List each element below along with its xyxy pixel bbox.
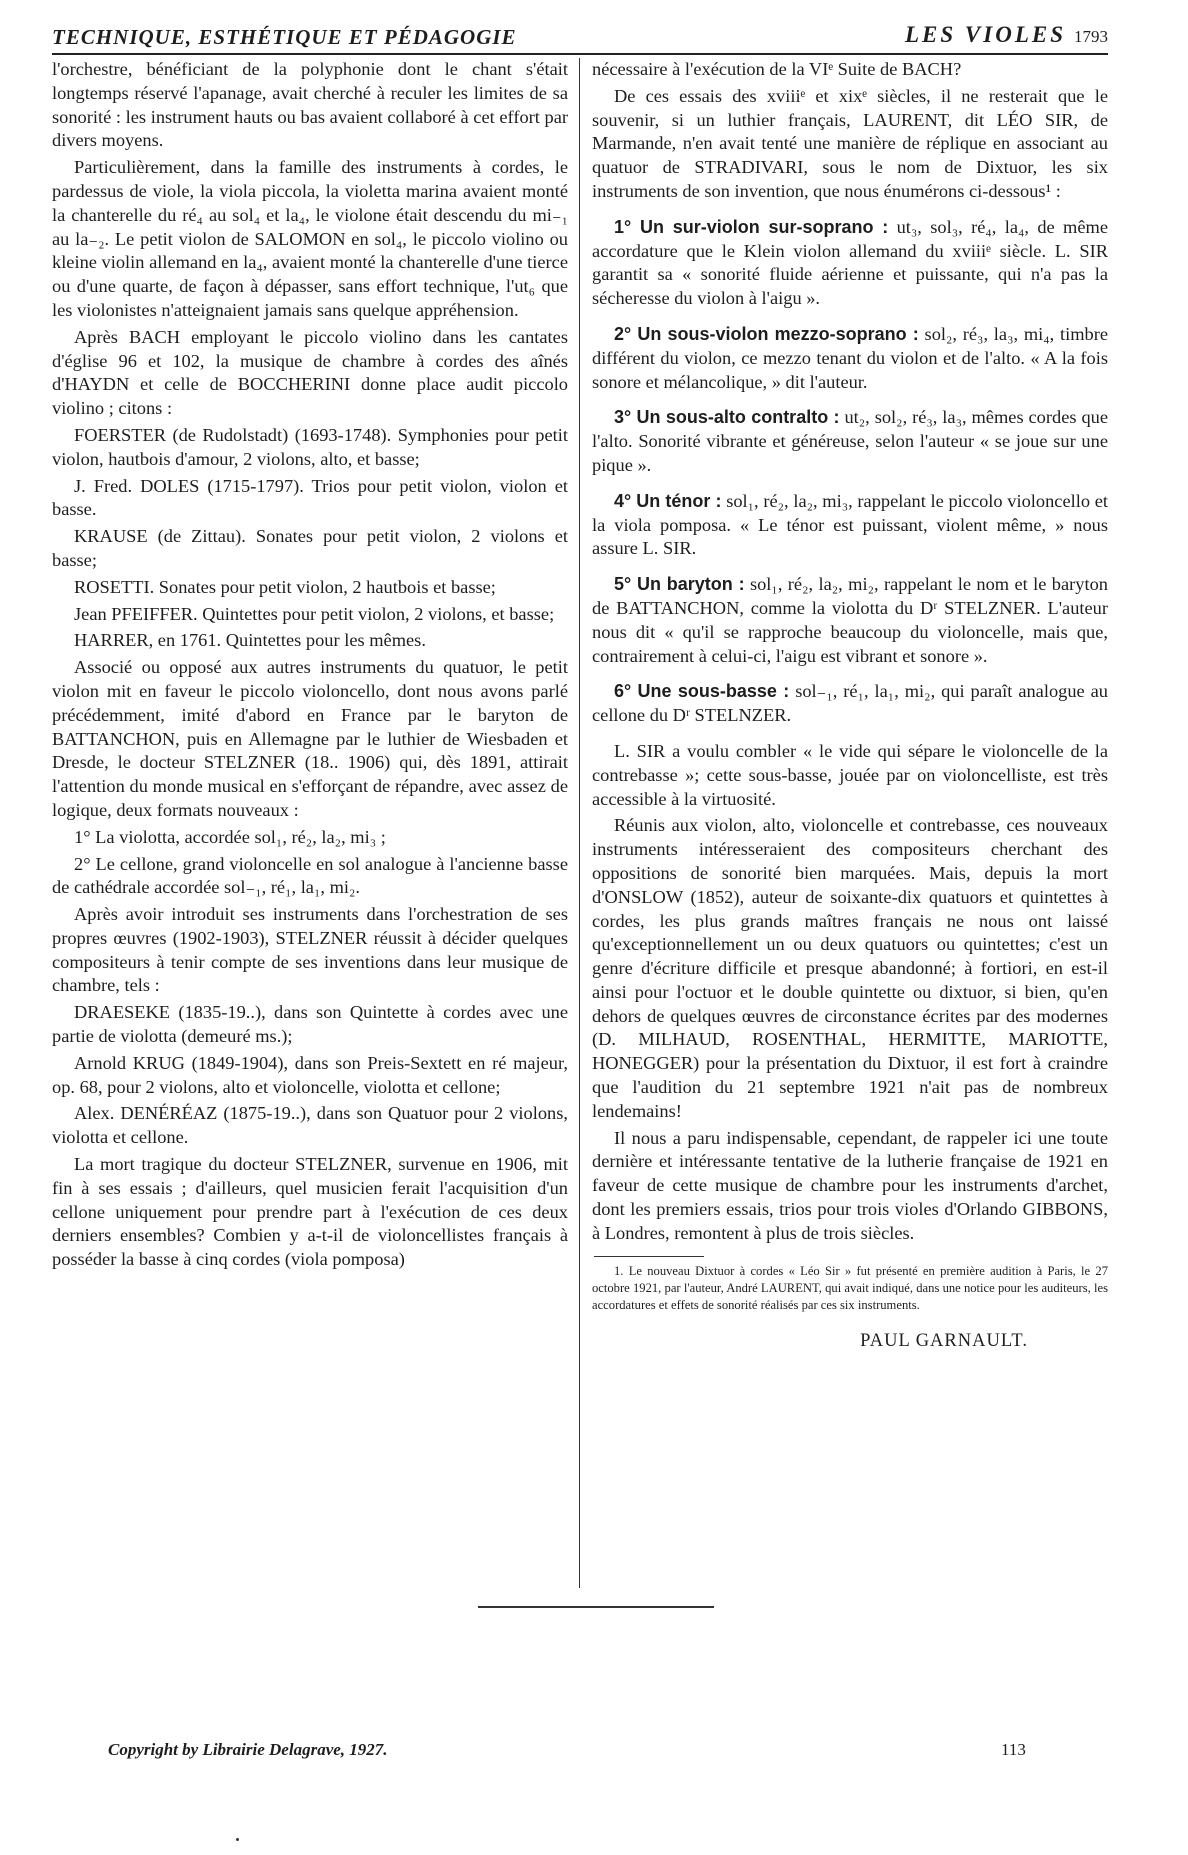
- footnote-rule: [594, 1256, 704, 1257]
- paragraph: FOERSTER (de Rudolstadt) (1693-1748). Symphonies pour petit violon, hautbois d'amour, 2 violons, alto, et basse;: [52, 424, 568, 469]
- paragraph: Alex. DENÉRÉAZ (1875-19..), dans son Quatuor pour 2 violons, violotta et cellone.: [52, 1103, 568, 1148]
- running-header: [52, 22, 1108, 52]
- instrument-item: [592, 573, 1108, 668]
- paragraph: 1° La violotta, accordée sol₁, ré₂, la₂, mi₃ ;: [74, 826, 386, 847]
- instrument-heading: 4° Un ténor :: [614, 490, 722, 511]
- header-rule: [52, 53, 1108, 55]
- right-column: [592, 58, 1108, 1353]
- paragraph: Jean PFEIFFER. Quintettes pour petit violon, 2 violons, et basse;: [74, 603, 555, 624]
- copyright-notice: Copyright by Librairie Delagrave, 1927.: [108, 1740, 388, 1759]
- paragraph: Particulièrement, dans la famille des instruments à cordes, le pardessus de viole, la viola piccola, la violetta marina avaient monté la chanterelle du ré₄ au sol₄ et la₄, le violone était descendu du mi₋₁ au la₋₂. Le petit violon de SALOMON en sol₄, le piccolo violino ou kleine violin allemand en la₄, avaient monté la chanterelle d'une tierce ou d'une quarte, de façon à dépasser, sans effort technique, l'ut₆ que les violonistes n'atteignaient jamais sans quelque appréhension.: [52, 157, 568, 320]
- left-column: [52, 58, 568, 1275]
- paragraph: nécessaire à l'exécution de la VIᵉ Suite de BACH?: [592, 59, 962, 79]
- print-speck: [236, 1838, 239, 1841]
- instrument-text: sol₁, ré₂, la₂, mi₂, rappelant le nom et le baryton de BATTANCHON, comme la violotta du Dʳ STELZNER. L'auteur nous dit « qu'il se rapproche beaucoup du violoncelle, mais que, contrairement à celui-ci, l'aigu est vibrant et sonore ».: [592, 574, 1108, 666]
- paragraph: Il nous a paru indispensable, cependant, de rappeler ici une toute dernière et intéressante tentative de la lutherie française de 1921 en faveur de cette musique de chambre pour les instruments d'archet, dont les premiers essais, trios pour trois violes d'Orlando GIBBONS, à Londres, remontent à plus de trois siècles.: [592, 1127, 1108, 1243]
- instrument-item: [592, 216, 1108, 311]
- paragraph: Après BACH employant le piccolo violino dans les cantates d'église 96 et 102, la musique de chambre à cordes des aînés d'HAYDN et celle de BOCCHERINI donne place audit piccolo violino ; citons :: [52, 326, 568, 419]
- paragraph: KRAUSE (de Zittau). Sonates pour petit violon, 2 violons et basse;: [52, 526, 568, 570]
- paragraph: La mort tragique du docteur STELZNER, survenue en 1906, mit fin à ses essais ; d'ailleurs, quel musicien ferait l'acquisition d'un cellone uniquement pour prendre part à l'exécution de ces deux derniers ensembles? Combien y a-t-il de violoncellistes français à posséder la basse à cinq cordes (viola pomposa): [52, 1154, 568, 1270]
- paragraph: Arnold KRUG (1849-1904), dans son Preis-Sextett en ré majeur, op. 68, pour 2 violons, alto et violoncelle, violotta et cellone;: [52, 1052, 568, 1097]
- header-right-text: LES VIOLES: [904, 22, 1066, 47]
- header-right-title: [905, 22, 1108, 48]
- header-left-title: TECHNIQUE, ESTHÉTIQUE ET PÉDAGOGIE: [52, 25, 517, 49]
- instrument-heading: 6° Une sous-basse :: [614, 681, 790, 702]
- paragraph: L. SIR a voulu combler « le vide qui sépare le violoncelle de la contrebasse »; cette sous-basse, jouée par on violoncelliste, est très accessible à la virtuosité.: [592, 740, 1108, 809]
- instrument-item: [592, 490, 1108, 561]
- instrument-heading: 3° Un sous-alto contralto :: [614, 407, 840, 428]
- paragraph: ROSETTI. Sonates pour petit violon, 2 hautbois et basse;: [74, 576, 496, 597]
- instrument-text: ut₃, sol₃, ré₄, la₄, de même accordature que le Klein violon allemand du xviiiᵉ siècle. L. SIR garantit sa « sonorité fluide aérienne et puissante, qui n'a pas la sécheresse du violon à l'aigu ».: [592, 216, 1108, 309]
- header-page-code: 1793: [1074, 27, 1108, 46]
- column-divider: [579, 58, 580, 1588]
- instrument-heading: 2° Un sous-violon mezzo-soprano :: [614, 323, 919, 344]
- instrument-item: [592, 323, 1108, 394]
- paragraph: Réunis aux violon, alto, violoncelle et contrebasse, ces nouveaux instruments intéresseraient des compositeurs cherchant des oppositions de sonorité bien marquées. Mais, depuis la mort d'ONSLOW (1852), auteur de soixante-dix quatuors et quintettes à cordes, les plus grands maîtres français ne nous ont laissé qu'exceptionnellement un ou deux quatuors ou quintettes; c'est un genre d'écriture difficile et presque abandonné; à fortiori, en est-il ainsi pour l'octuor et le double quintette ou dixtuor, si bien, qu'en dehors de quelques œuvres de circonstance écrites par des modernes (D. MILHAUD, ROSENTHAL, HERMITTE, MARIOTTE, HONEGGER) pour la présentation du Dixtuor, il est fort à craindre que l'audition du 21 septembre 1921 n'ait pas de nombreux lendemains!: [592, 815, 1108, 1121]
- paragraph: Après avoir introduit ses instruments dans l'orchestration de ses propres œuvres (1902-1903), STELZNER réussit à décider quelques compositeurs à tenir compte de ses inventions dans leur musique de chambre, tels :: [52, 904, 568, 996]
- instrument-item: [592, 680, 1108, 728]
- paragraph: J. Fred. DOLES (1715-1797). Trios pour petit violon, violon et basse.: [52, 475, 568, 520]
- paragraph: DRAESEKE (1835-19..), dans son Quintette à cordes avec une partie de violotta (demeuré ms.);: [52, 1002, 568, 1047]
- instrument-text: ut₂, sol₂, ré₃, la₃, mêmes cordes que l'alto. Sonorité vibrante et généreuse, selon l'auteur « se joue sur une pique ».: [592, 407, 1108, 475]
- instrument-item: [592, 406, 1108, 477]
- paragraph: HARRER, en 1761. Quintettes pour les mêmes.: [74, 630, 426, 651]
- instrument-text: sol₂, ré₃, la₃, mi₄, timbre différent du violon, ce mezzo tenant du violon et de l'alto. « A la fois sonore et mélancolique, » dit l'auteur.: [592, 323, 1108, 392]
- paragraph: Associé ou opposé aux autres instruments du quatuor, le petit violon mit en faveur le piccolo violoncello, dont nous avons parlé précédemment, imité d'abord en France par le baryton de BATTANCHON, puis en Allemagne par le luthier de Wiesbaden et Dresde, le docteur STELZNER (18.. 1906) qui, dès 1891, attirait l'attention du monde musical en s'efforçant de répandre, avec assez de logique, deux formats nouveaux :: [52, 657, 568, 820]
- footnote: 1. Le nouveau Dixtuor à cordes « Léo Sir » fut présenté en première audition à Paris, le 27 octobre 1921, par l'auteur, André LAURENT, qui avait indiqué, dans une notice pour les auditeurs, les accordatures et effets de sonorité réalisés par ces six instruments.: [592, 1263, 1108, 1312]
- paragraph: l'orchestre, bénéficiant de la polyphonie dont le chant s'était longtemps réservé l'apanage, avait cherché à reculer les limites de sa sonorité : les instrument hauts ou bas avaient collaboré à cet effort par divers moyens.: [52, 59, 568, 151]
- instrument-text: sol₁, ré₂, la₂, mi₃, rappelant le piccolo violoncello et la viola pomposa. « Le ténor est puissant, violent même, » nous assure L. SIR.: [592, 490, 1109, 559]
- paragraph: De ces essais des xviiiᵉ et xixᵉ siècles, il ne resterait que le souvenir, si un luthier français, LAURENT, dit LÉO SIR, de Marmande, n'en avait tenté une manière de réplique en associant au quatuor de STRADIVARI, sous le nom de Dixtuor, les six instruments de son invention, que nous énumérons ci-dessous¹ :: [592, 85, 1108, 201]
- author-signature: PAUL GARNAULT.: [860, 1330, 1028, 1351]
- instrument-heading: 1° Un sur-violon sur-soprano :: [614, 216, 889, 237]
- page-number: 113: [1001, 1740, 1026, 1759]
- instrument-heading: 5° Un baryton :: [614, 574, 745, 595]
- paragraph: 2° Le cellone, grand violoncelle en sol analogue à l'ancienne basse de cathédrale accordée sol₋₁, ré₁, la₁, mi₂.: [52, 853, 568, 898]
- end-rule: [478, 1606, 714, 1608]
- instrument-text: sol₋₁, ré₁, la₁, mi₂, qui paraît analogue au cellone du Dʳ STELNZER.: [592, 681, 1108, 726]
